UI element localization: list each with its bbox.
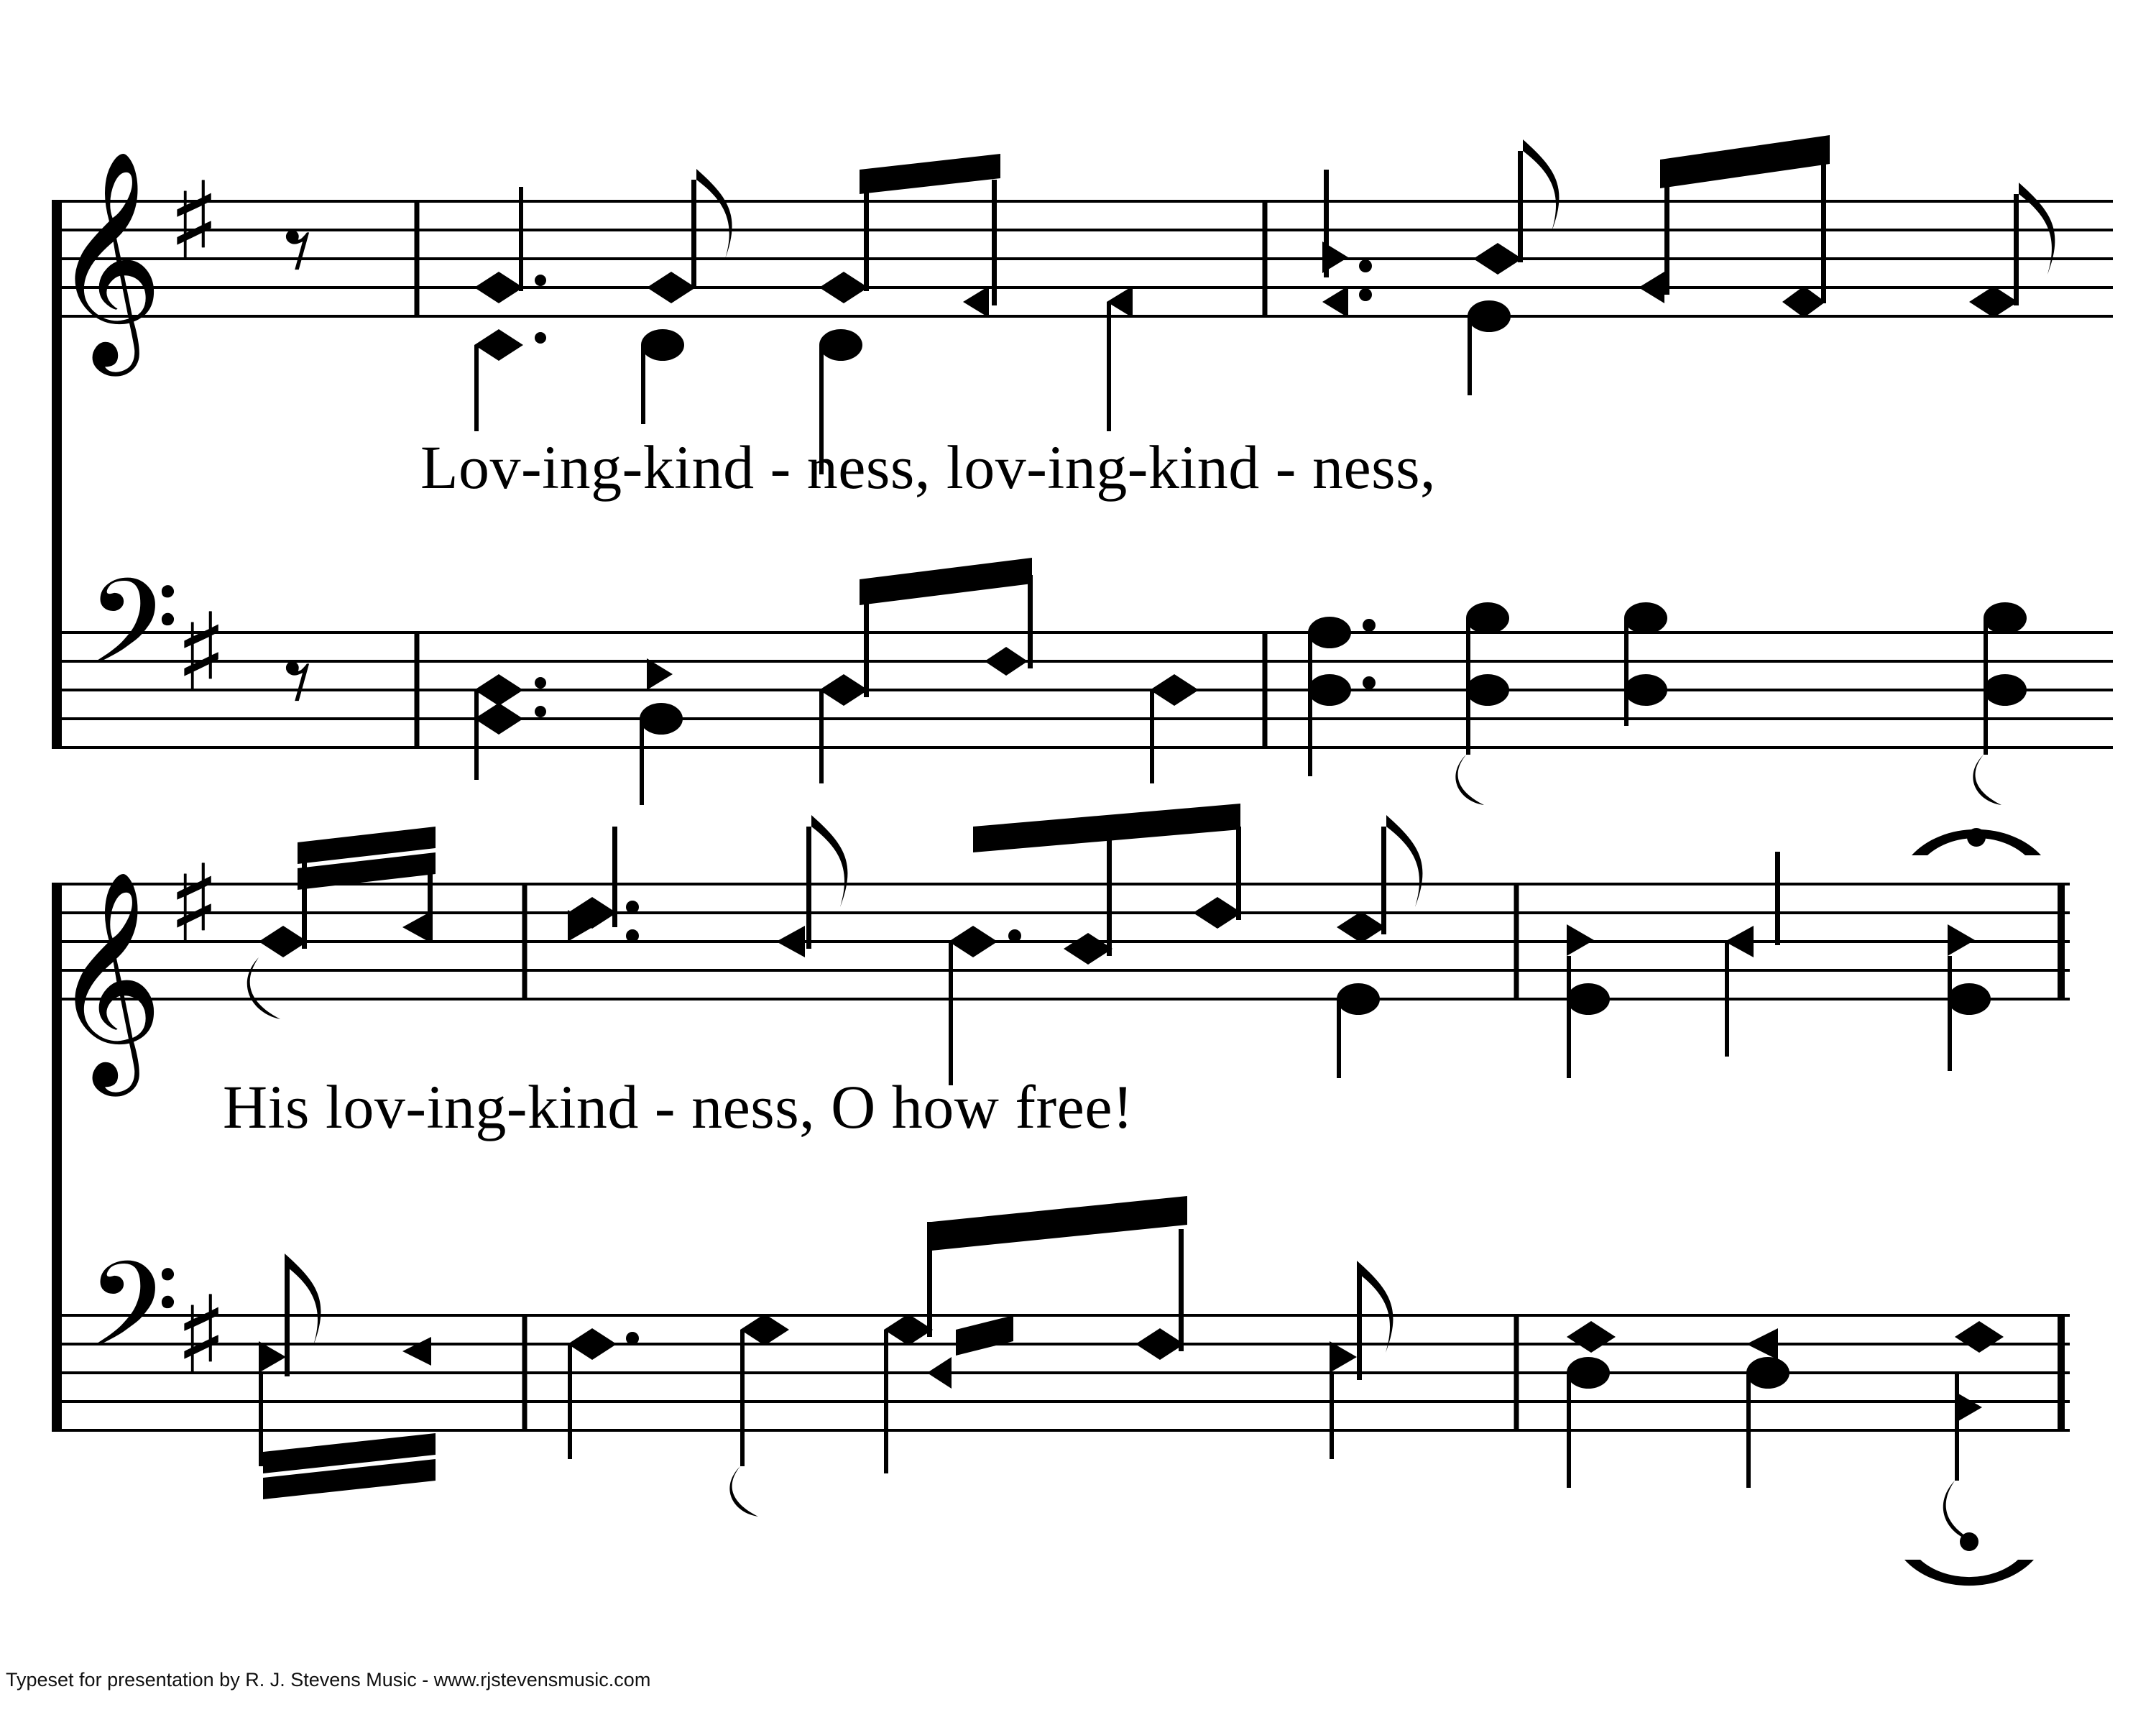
svg-text:𝄞: 𝄞 [52,150,163,367]
quarter-rest [284,620,313,745]
svg-text:♯: ♯ [175,591,228,716]
svg-text:♯: ♯ [167,842,221,967]
note-group [1322,170,1372,318]
note-group [1308,617,1376,776]
svg-text:♯: ♯ [167,160,221,285]
note-group [1746,1328,1789,1488]
bass-clef [87,553,180,721]
note-group [1150,674,1199,783]
key-signature-sharp [175,591,228,716]
beamed-notes [949,804,1242,1085]
note-group [474,187,546,431]
note-group [1969,183,2055,318]
note-group [1624,602,1667,726]
note-group [1468,139,1559,395]
key-signature-sharp [168,842,221,967]
svg-text:♯: ♯ [175,1274,228,1399]
bass-staff-1 [56,632,2113,748]
note-group [776,815,847,957]
fermata [1904,1532,2034,1586]
note-group [1337,815,1422,1078]
note-group [641,169,732,424]
svg-text:𝄞: 𝄞 [52,870,163,1087]
svg-text:𝄢: 𝄢 [86,553,180,721]
note-group [1567,924,1610,1078]
beamed-notes [259,1254,436,1499]
note-group [568,1328,639,1459]
key-signature-sharp [168,160,221,285]
treble-clef [52,870,163,1098]
lyric-line-2: His lov-ing-kind - ness, O how free! [223,1072,1134,1141]
treble-clef [52,150,163,377]
svg-text:𝄢: 𝄢 [86,1236,180,1404]
note-group [640,658,683,805]
bass-clef [87,1236,180,1404]
fermata [1912,828,2041,855]
key-signature-sharp [175,1274,228,1399]
typesetting-credit: Typeset for presentation by R. J. Stevens Music - www.rjstevensmusic.com [6,1669,651,1690]
note-group [1725,852,1780,1057]
note-group [1107,286,1133,431]
svg-text:𝄾: 𝄾 [284,188,313,313]
beamed-notes [1639,135,1830,318]
lyric-line-1: Lov-ing-kind - ness, lov-ing-kind - ness, [420,433,1437,502]
beamed-notes [247,827,436,1019]
quarter-rest [284,188,313,313]
note-group [1567,1321,1616,1488]
note-group [1948,924,1991,1071]
beamed-notes [819,558,1033,783]
beamed-notes [884,1196,1187,1473]
svg-text:𝄾: 𝄾 [284,620,313,745]
treble-staff-2 [56,884,2070,999]
